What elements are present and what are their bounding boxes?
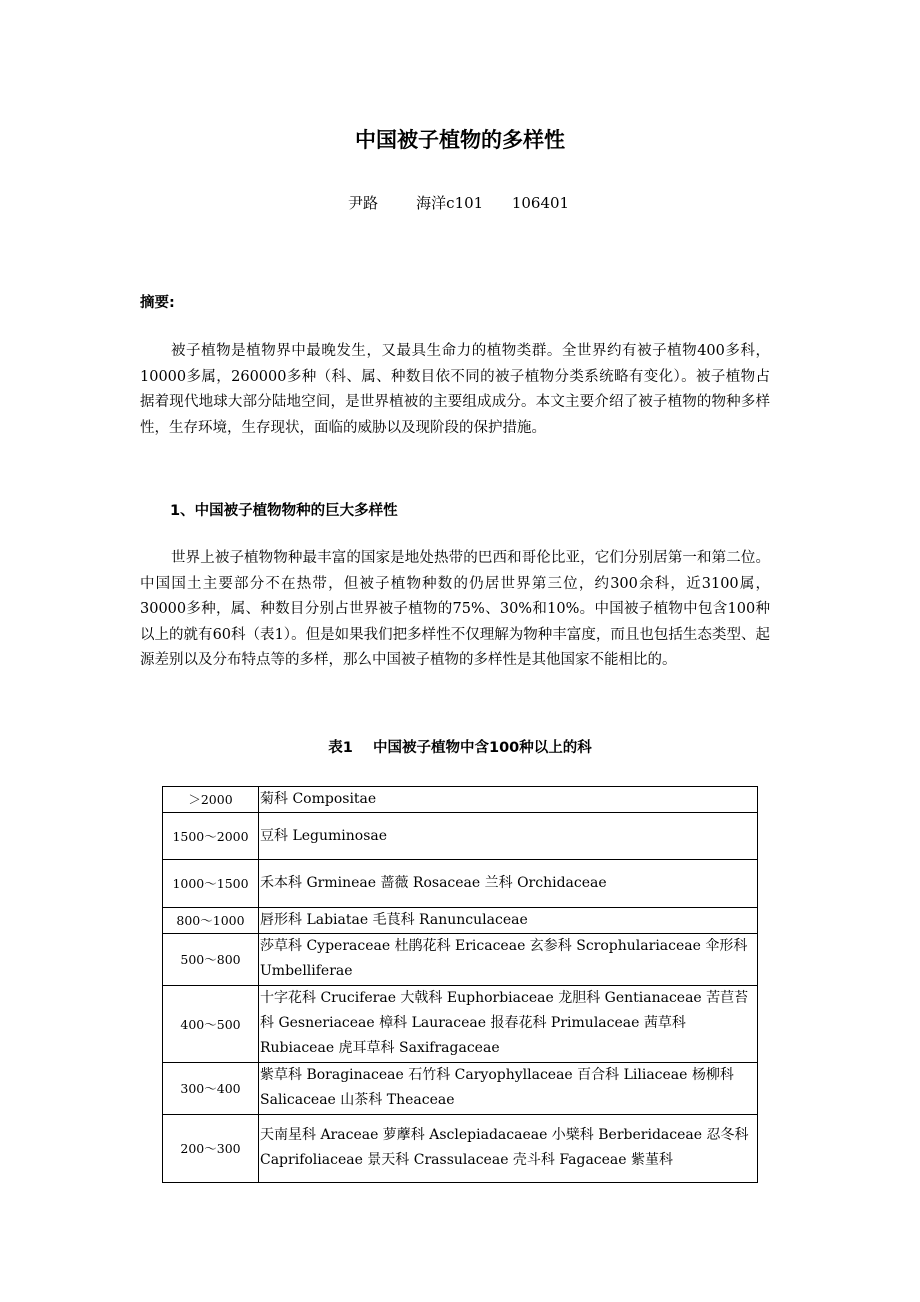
species-range-cell: 300～400 <box>163 1063 259 1115</box>
family-names-cell: 禾本科 Grmineae 蔷薇 Rosaceae 兰科 Orchidaceae <box>259 860 758 908</box>
table-caption-label: 表1 <box>328 740 353 756</box>
species-range-cell: 1500～2000 <box>163 813 259 860</box>
family-names-cell: 菊科 Compositae <box>259 787 758 813</box>
table-row <box>163 1063 758 1115</box>
table-row <box>163 787 758 813</box>
table-row <box>163 934 758 986</box>
table-row <box>163 1115 758 1183</box>
family-names-cell: 豆科 Leguminosae <box>259 813 758 860</box>
species-range-cell: 800～1000 <box>163 908 259 934</box>
family-names-cell: 莎草科 Cyperaceae 杜鹃花科 Ericaceae 玄参科 Scrophulariaceae 伞形科 Umbelliferae <box>259 934 758 986</box>
table-caption <box>0 737 920 759</box>
abstract-paragraph: 被子植物是植物界中最晚发生，又最具生命力的植物类群。全世界约有被子植物400多科，10000多属，260000多种（科、属、种数目依不同的被子植物分类系统略有变化）。被子植物占据着现代地球大部分陆地空间，是世界植被的主要组成成分。本文主要介绍了被子植物的物种多样性，生存环境，生存现状，面临的威胁以及现阶段的保护措施。 <box>140 343 770 436</box>
document-title: 中国被子植物的多样性 <box>355 128 565 152</box>
student-id: 106401 <box>511 194 570 212</box>
table-row <box>163 986 758 1063</box>
section-1-paragraph: 世界上被子植物物种最丰富的国家是地处热带的巴西和哥伦比亚，它们分别居第一和第二位。中国国土主要部分不在热带，但被子植物种数的仍居世界第三位，约300余科，近3100属，30000多种，属、种数目分别占世界被子植物的75%、30%和10%。中国被子植物中包含100种以上的就有60科（表1）。但是如果我们把多样性不仅理解为物种丰富度，而且也包括生态类型、起源差别以及分布特点等的多样，那么中国被子植物的多样性是其他国家不能相比的。 <box>140 550 770 669</box>
species-range-cell: ＞2000 <box>163 787 259 813</box>
family-table <box>162 786 758 1183</box>
abstract-heading: 摘要: <box>140 295 175 311</box>
author-name: 尹路 <box>348 194 379 212</box>
table-row <box>163 908 758 934</box>
species-range-cell: 400～500 <box>163 986 259 1063</box>
species-range-cell: 1000～1500 <box>163 860 259 908</box>
species-range-cell: 200～300 <box>163 1115 259 1183</box>
family-names-cell: 紫草科 Boraginaceae 石竹科 Caryophyllaceae 百合科 Liliaceae 杨柳科 Salicaceae 山茶科 Theaceae <box>259 1063 758 1115</box>
section-1-heading: 1、中国被子植物物种的巨大多样性 <box>170 503 398 519</box>
species-range-cell: 500～800 <box>163 934 259 986</box>
author-class: 海洋c101 <box>416 194 484 212</box>
table-row <box>163 860 758 908</box>
family-names-cell: 天南星科 Araceae 萝藦科 Asclepiadacaeae 小檗科 Berberidaceae 忍冬科 Caprifoliaceae 景天科 Crassulaceae 壳斗科 Fagaceae 紫堇科 <box>259 1115 758 1183</box>
table-row <box>163 813 758 860</box>
author-line <box>348 192 569 214</box>
family-names-cell: 唇形科 Labiatae 毛茛科 Ranunculaceae <box>259 908 758 934</box>
family-names-cell: 十字花科 Cruciferae 大戟科 Euphorbiaceae 龙胆科 Gentianaceae 苦苣苔科 Gesneriaceae 樟科 Lauraceae 报春花科 Primulaceae 茜草科 Rubiaceae 虎耳草科 Saxifragaceae <box>259 986 758 1063</box>
table-caption-text: 中国被子植物中含100种以上的科 <box>373 740 592 756</box>
